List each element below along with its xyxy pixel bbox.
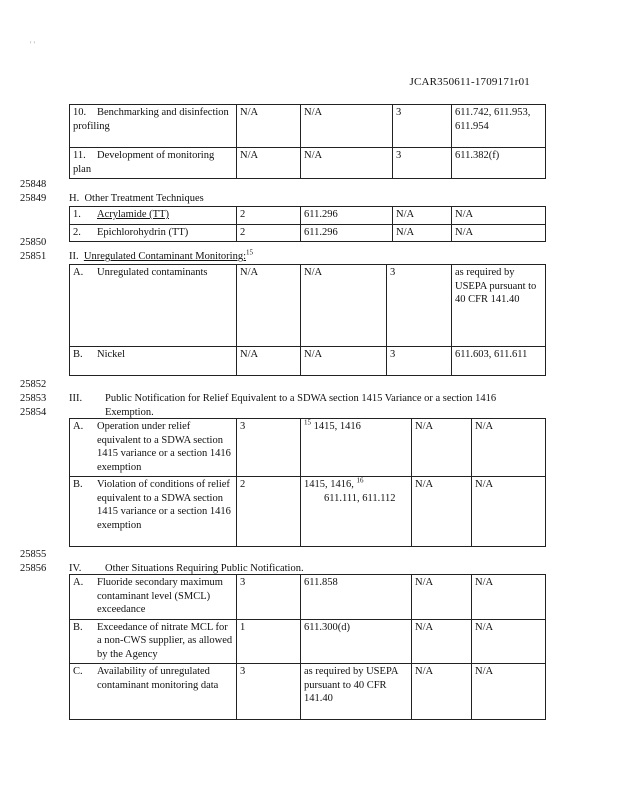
cell-c5: N/A (452, 224, 546, 242)
row-desc (70, 664, 237, 720)
cell-c2: 2 (237, 477, 301, 547)
cell-c4: N/A (412, 664, 472, 720)
section-ii-heading (69, 250, 253, 264)
row-number: C. (73, 666, 83, 677)
cell-c5: as required by USEPA pursuant to 40 CFR 141.40 (452, 265, 546, 347)
row-desc (70, 619, 237, 664)
table-row (70, 575, 546, 620)
cell-c3-text: 1415, 1416, (304, 479, 354, 490)
row-number: B. (73, 479, 83, 490)
cell-c4: N/A (393, 224, 452, 242)
cell-c3: 611.300(d) (301, 619, 412, 664)
cell-c4: 3 (393, 148, 452, 179)
cell-c3-text: 1415, 1416 (313, 421, 361, 432)
cell-c5: N/A (472, 477, 546, 547)
row-desc (70, 105, 237, 148)
section-title: Other Treatment Techniques (84, 193, 204, 204)
row-number: B. (73, 621, 83, 633)
cell-c3: N/A (301, 105, 393, 148)
footnote-marker: 16 (356, 476, 364, 485)
row-desc (70, 265, 237, 347)
cell-c2: N/A (237, 347, 301, 376)
row-desc (70, 207, 237, 225)
row-desc-text: Development of monitoring plan (73, 150, 215, 175)
cell-c2: 2 (237, 207, 301, 225)
line-number: 25848 (20, 179, 47, 190)
cell-c5: N/A (472, 619, 546, 664)
cell-c2: 3 (237, 664, 301, 720)
cell-c4: 3 (393, 105, 452, 148)
table-row (70, 477, 546, 547)
row-number: B. (73, 349, 83, 360)
cell-c4: 3 (387, 265, 452, 347)
cell-c3-text-cont: 611.111, 611.112 (324, 492, 396, 504)
footnote-marker: 15 (304, 418, 311, 427)
cell-c5: N/A (472, 575, 546, 620)
section-label: H. (69, 193, 80, 204)
table-h (69, 206, 546, 242)
cell-c4: N/A (412, 575, 472, 620)
table-row (70, 224, 546, 242)
cell-c2: N/A (237, 148, 301, 179)
line-number: 25855 (20, 549, 47, 560)
scan-specks: ' ' (30, 40, 35, 49)
cell-c3: 611.296 (301, 224, 393, 242)
section-label: III. (69, 393, 83, 404)
row-desc-text: Violation of conditions of relief equivalent to a SDWA section 1415 variance or a section 1416 exemption (97, 479, 231, 531)
line-number: 25853 (20, 393, 47, 404)
cell-c5: N/A (452, 207, 546, 225)
section-title: Unregulated Contaminant Monitoring: (83, 251, 247, 262)
row-number: 1. (73, 209, 81, 220)
cell-c4: N/A (393, 207, 452, 225)
line-number: 25854 (20, 407, 47, 418)
footnote-marker: 15 (246, 248, 254, 257)
table-iii (69, 418, 546, 547)
table-row (70, 419, 546, 477)
cell-c2: 2 (237, 224, 301, 242)
cell-c3: N/A (301, 148, 393, 179)
row-desc-text: Unregulated contaminants (97, 267, 208, 278)
row-number: A. (73, 421, 84, 432)
cell-c4: 3 (387, 347, 452, 376)
cell-c5: 611.742, 611.953, 611.954 (452, 105, 546, 148)
line-number: 25849 (20, 193, 47, 204)
table-top (69, 104, 546, 179)
row-desc-text: Operation under relief equivalent to a SDWA section 1415 variance or a section 1416 exemption (97, 421, 231, 473)
row-desc-text: Nickel (97, 349, 125, 360)
table-row (70, 619, 546, 664)
cell-c3 (301, 477, 412, 547)
row-desc-text: Fluoride secondary maximum contaminant level (SMCL) exceedance (97, 577, 223, 615)
cell-c2: 3 (237, 419, 301, 477)
cell-c4: N/A (412, 419, 472, 477)
cell-c4: N/A (412, 477, 472, 547)
cell-c5: N/A (472, 419, 546, 477)
table-ii (69, 264, 546, 376)
line-number: 25850 (20, 237, 47, 248)
row-number: 10. (73, 107, 87, 118)
row-desc (70, 419, 237, 477)
row-number: 11. (73, 150, 86, 161)
cell-c2: 3 (237, 575, 301, 620)
row-desc-text: Benchmarking and disinfection profiling (73, 107, 229, 132)
row-desc (70, 477, 237, 547)
row-desc-text: Epichlorohydrin (TT) (97, 226, 189, 238)
row-desc-text: Acrylamide (TT) (97, 209, 170, 220)
cell-c3: 611.858 (301, 575, 412, 620)
cell-c3: N/A (301, 347, 387, 376)
section-iii-heading (69, 392, 539, 419)
cell-c5: 611.382(f) (452, 148, 546, 179)
table-row (70, 148, 546, 179)
row-number: 2. (73, 226, 81, 238)
row-desc (70, 148, 237, 179)
line-number: 25851 (20, 251, 47, 262)
cell-c3: 611.296 (301, 207, 393, 225)
cell-c3 (301, 419, 412, 477)
cell-c2: N/A (237, 105, 301, 148)
cell-c5: N/A (472, 664, 546, 720)
table-row (70, 207, 546, 225)
table-row (70, 347, 546, 376)
row-desc-text: Exceedance of nitrate MCL for a non-CWS supplier, as allowed by the Agency (97, 621, 233, 660)
section-title: Other Situations Requiring Public Notification. (105, 563, 304, 574)
line-number: 25856 (20, 563, 47, 574)
cell-c2: 1 (237, 619, 301, 664)
table-row (70, 105, 546, 148)
row-number: A. (73, 577, 84, 588)
cell-c2: N/A (237, 265, 301, 347)
row-desc-text: Availability of unregulated contaminant monitoring data (97, 666, 219, 691)
cell-c3: N/A (301, 265, 387, 347)
page-header-id: JCAR350611-1709171r01 (409, 76, 530, 88)
section-title: Public Notification for Relief Equivalent to a SDWA section 1415 Variance or a section 1416 Exemption. (105, 393, 497, 418)
line-number: 25852 (20, 379, 47, 390)
section-h-heading (69, 192, 204, 206)
section-label: IV. (69, 563, 82, 574)
cell-c4: N/A (412, 619, 472, 664)
table-row (70, 265, 546, 347)
row-desc (70, 347, 237, 376)
cell-c5: 611.603, 611.611 (452, 347, 546, 376)
table-iv (69, 574, 546, 720)
table-row (70, 664, 546, 720)
row-desc (70, 224, 237, 242)
section-label: II. (69, 251, 79, 262)
cell-c3: as required by USEPA pursuant to 40 CFR 141.40 (301, 664, 412, 720)
row-desc (70, 575, 237, 620)
row-number: A. (73, 267, 84, 278)
